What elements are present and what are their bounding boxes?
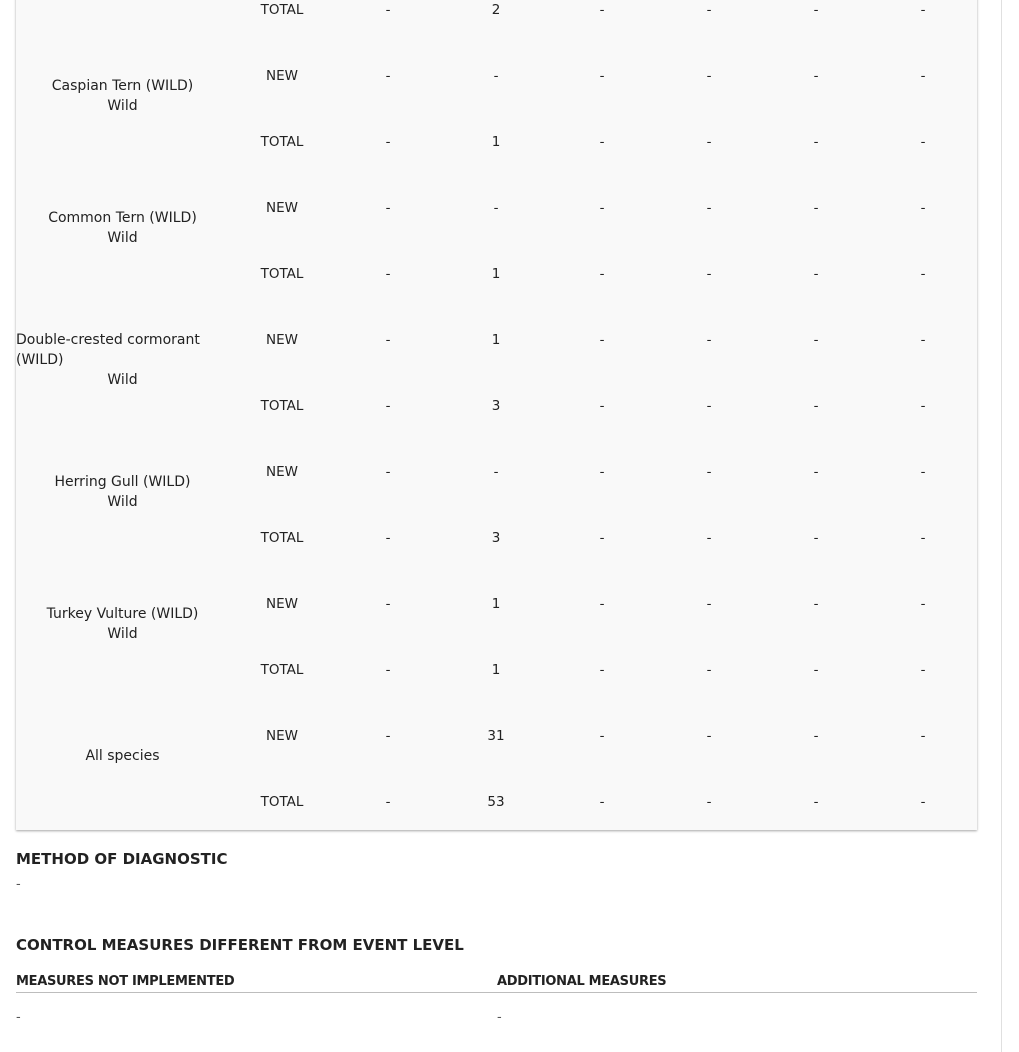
header-divider xyxy=(16,992,977,993)
measures-not-implemented-header: MEASURES NOT IMPLEMENTED xyxy=(16,974,235,989)
table-cell: 53 xyxy=(487,794,505,810)
row-type-label: TOTAL xyxy=(260,398,304,414)
species-row-common-tern xyxy=(16,162,977,294)
table-cell: - xyxy=(599,464,605,480)
additional-measures-value: - xyxy=(497,1010,502,1025)
row-type-label: TOTAL xyxy=(260,794,304,810)
table-cell: 3 xyxy=(491,398,501,414)
method-of-diagnostic-heading: METHOD OF DIAGNOSTIC xyxy=(16,850,228,868)
species-name: Herring Gull (WILD) xyxy=(54,474,191,490)
table-cell: - xyxy=(920,728,926,744)
table-cell: - xyxy=(706,332,712,348)
table-cell: - xyxy=(706,134,712,150)
row-type-label: NEW xyxy=(266,68,298,84)
table-cell: - xyxy=(920,332,926,348)
table-cell: - xyxy=(385,794,391,810)
table-cell: 1 xyxy=(491,134,501,150)
table-cell: - xyxy=(706,662,712,678)
species-name-cell xyxy=(16,558,229,690)
species-name-cell xyxy=(16,294,229,426)
table-cell: - xyxy=(813,464,819,480)
table-cell: - xyxy=(599,332,605,348)
table-cell: - xyxy=(599,398,605,414)
table-cell: - xyxy=(706,68,712,84)
table-cell: - xyxy=(385,134,391,150)
table-cell: - xyxy=(813,134,819,150)
table-cell: 1 xyxy=(491,332,501,348)
species-type: Wild xyxy=(107,372,138,388)
table-cell: - xyxy=(599,662,605,678)
species-name-cell xyxy=(16,690,229,822)
table-cell: - xyxy=(813,266,819,282)
species-row-double-crested-cormorant xyxy=(16,294,977,426)
species-name-cell xyxy=(16,30,229,162)
species-row-herring-gull xyxy=(16,426,977,558)
table-cell: - xyxy=(385,332,391,348)
species-type: Wild xyxy=(107,494,138,510)
table-cell: - xyxy=(385,464,391,480)
table-cell: - xyxy=(920,398,926,414)
table-cell: 3 xyxy=(491,530,501,546)
table-cell: - xyxy=(920,530,926,546)
table-cell: - xyxy=(813,530,819,546)
species-row-all-species xyxy=(16,690,977,822)
table-cell: 2 xyxy=(491,2,501,18)
table-cell: - xyxy=(813,728,819,744)
table-cell: - xyxy=(920,662,926,678)
table-cell: 1 xyxy=(491,662,501,678)
species-row-turkey-vulture xyxy=(16,558,977,690)
table-cell: - xyxy=(813,2,819,18)
table-cell: - xyxy=(385,2,391,18)
table-cell: - xyxy=(599,530,605,546)
row-type-label: TOTAL xyxy=(260,530,304,546)
species-type: Wild xyxy=(107,98,138,114)
row-type-label: TOTAL xyxy=(260,2,304,18)
species-name: Turkey Vulture (WILD) xyxy=(46,606,199,622)
table-cell: - xyxy=(920,596,926,612)
table-cell: - xyxy=(813,332,819,348)
table-cell: - xyxy=(706,2,712,18)
row-type-label: TOTAL xyxy=(260,134,304,150)
row-type-label: NEW xyxy=(266,200,298,216)
table-cell: - xyxy=(385,728,391,744)
table-cell: 31 xyxy=(487,728,505,744)
species-name-cell xyxy=(16,426,229,558)
table-cell: - xyxy=(599,68,605,84)
table-cell: - xyxy=(385,266,391,282)
species-row-caspian-tern xyxy=(16,30,977,162)
table-cell: - xyxy=(813,398,819,414)
row-type-label: NEW xyxy=(266,332,298,348)
table-cell: - xyxy=(385,530,391,546)
table-cell: - xyxy=(920,134,926,150)
additional-measures-header: ADDITIONAL MEASURES xyxy=(497,974,667,989)
table-cell: 1 xyxy=(491,596,501,612)
table-cell: - xyxy=(599,200,605,216)
table-cell: - xyxy=(920,794,926,810)
species-name: All species xyxy=(85,748,160,764)
table-cell: - xyxy=(493,200,499,216)
table-cell: - xyxy=(920,464,926,480)
table-cell: - xyxy=(920,2,926,18)
table-cell: - xyxy=(813,596,819,612)
table-cell: - xyxy=(385,200,391,216)
species-type: Wild xyxy=(107,626,138,642)
species-name: Common Tern (WILD) xyxy=(48,210,197,226)
table-cell: - xyxy=(706,530,712,546)
table-cell: - xyxy=(813,200,819,216)
table-cell: - xyxy=(706,266,712,282)
page-right-border xyxy=(1001,0,1002,1052)
row-type-label: NEW xyxy=(266,464,298,480)
row-type-label: NEW xyxy=(266,596,298,612)
measures-not-implemented-value: - xyxy=(16,1010,21,1025)
species-name-cell xyxy=(16,162,229,294)
method-of-diagnostic-value: - xyxy=(16,877,21,892)
species-outbreak-table xyxy=(16,0,977,830)
table-cell: - xyxy=(599,266,605,282)
table-cell: - xyxy=(385,68,391,84)
control-measures-heading: CONTROL MEASURES DIFFERENT FROM EVENT LEVEL xyxy=(16,936,464,954)
table-cell: - xyxy=(599,596,605,612)
table-cell: - xyxy=(706,398,712,414)
row-type-label: NEW xyxy=(266,728,298,744)
table-cell: 1 xyxy=(491,266,501,282)
table-cell: - xyxy=(493,68,499,84)
row-type-label: TOTAL xyxy=(260,662,304,678)
table-cell: - xyxy=(385,662,391,678)
table-cell: - xyxy=(599,728,605,744)
table-cell: - xyxy=(706,794,712,810)
table-cell: - xyxy=(813,68,819,84)
species-name: Caspian Tern (WILD) xyxy=(51,78,194,94)
table-cell: - xyxy=(493,464,499,480)
table-cell: - xyxy=(599,134,605,150)
table-cell: - xyxy=(706,464,712,480)
table-cell: - xyxy=(920,266,926,282)
table-cell: - xyxy=(920,200,926,216)
table-cell: - xyxy=(920,68,926,84)
table-cell: - xyxy=(599,2,605,18)
table-cell: - xyxy=(706,596,712,612)
table-row-partial xyxy=(16,0,977,30)
table-cell: - xyxy=(599,794,605,810)
table-cell: - xyxy=(385,398,391,414)
table-cell: - xyxy=(813,794,819,810)
table-cell: - xyxy=(385,596,391,612)
species-type: Wild xyxy=(107,230,138,246)
table-cell: - xyxy=(706,200,712,216)
table-cell: - xyxy=(813,662,819,678)
species-name: Double-crested cormorant (WILD) xyxy=(16,332,200,368)
row-type-label: TOTAL xyxy=(260,266,304,282)
table-cell: - xyxy=(706,728,712,744)
